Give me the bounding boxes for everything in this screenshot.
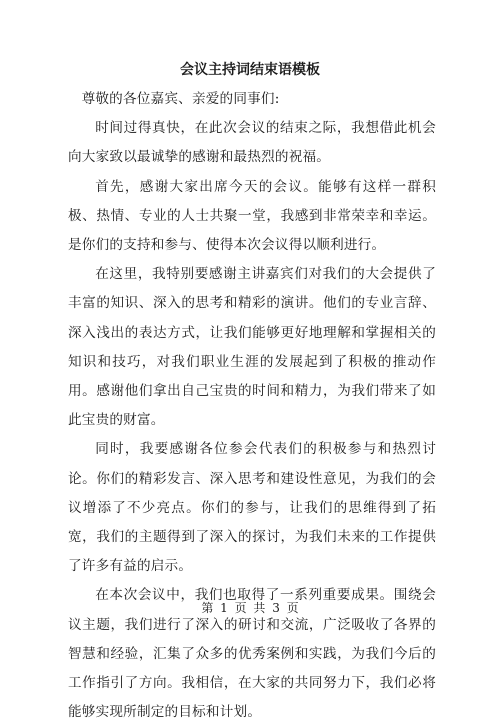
document-title: 会议主持词结束语模板 [180,62,320,78]
document-body [68,85,436,727]
body-paragraph: 时间过得真快，在此次会议的结束之际，我想借此机会向大家致以最诚挚的感谢和最热烈的祝福。 [68,120,436,166]
body-paragraph: 在本次会议中，我们也取得了一系列重要成果。围绕会议主题，我们进行了深入的研讨和交流，广泛吸收了各界的智慧和经验，汇集了众多的优秀案例和实践，为我们今后的工作指引了方向。我相信，在大家的共同努力下，我们必将能够实现所制定的目标和计划。 [68,587,436,721]
salutation-paragraph: 尊敬的各位嘉宾、亲爱的同事们: [81,91,280,107]
page-number-footer: 第 1 页 共 3 页 [201,601,299,615]
body-paragraph: 首先，感谢大家出席今天的会议。能够有这样一群积极、热情、专业的人士共聚一堂，我感到非常荣幸和幸运。是你们的支持和参与、使得本次会议得以顺利进行。 [68,178,436,254]
body-paragraph: 同时，我要感谢各位参会代表们的积极参与和热烈讨论。你们的精彩发言、深入思考和建设性意见，为我们的会议增添了不少亮点。你们的参与，让我们的思维得到了拓宽，我们的主题得到了深入的探讨，为我们未来的工作提供了许多有益的启示。 [68,441,436,575]
body-paragraph: 在这里，我特别要感谢主讲嘉宾们对我们的大会提供了丰富的知识、深入的思考和精彩的演讲。他们的专业言辞、深入浅出的表达方式，让我们能够更好地理解和掌握相关的知识和技巧，对我们职业生涯的发展起到了积极的推动作用。感谢他们拿出自己宝贵的时间和精力，为我们带来了如此宝贵的财富。 [68,266,436,429]
